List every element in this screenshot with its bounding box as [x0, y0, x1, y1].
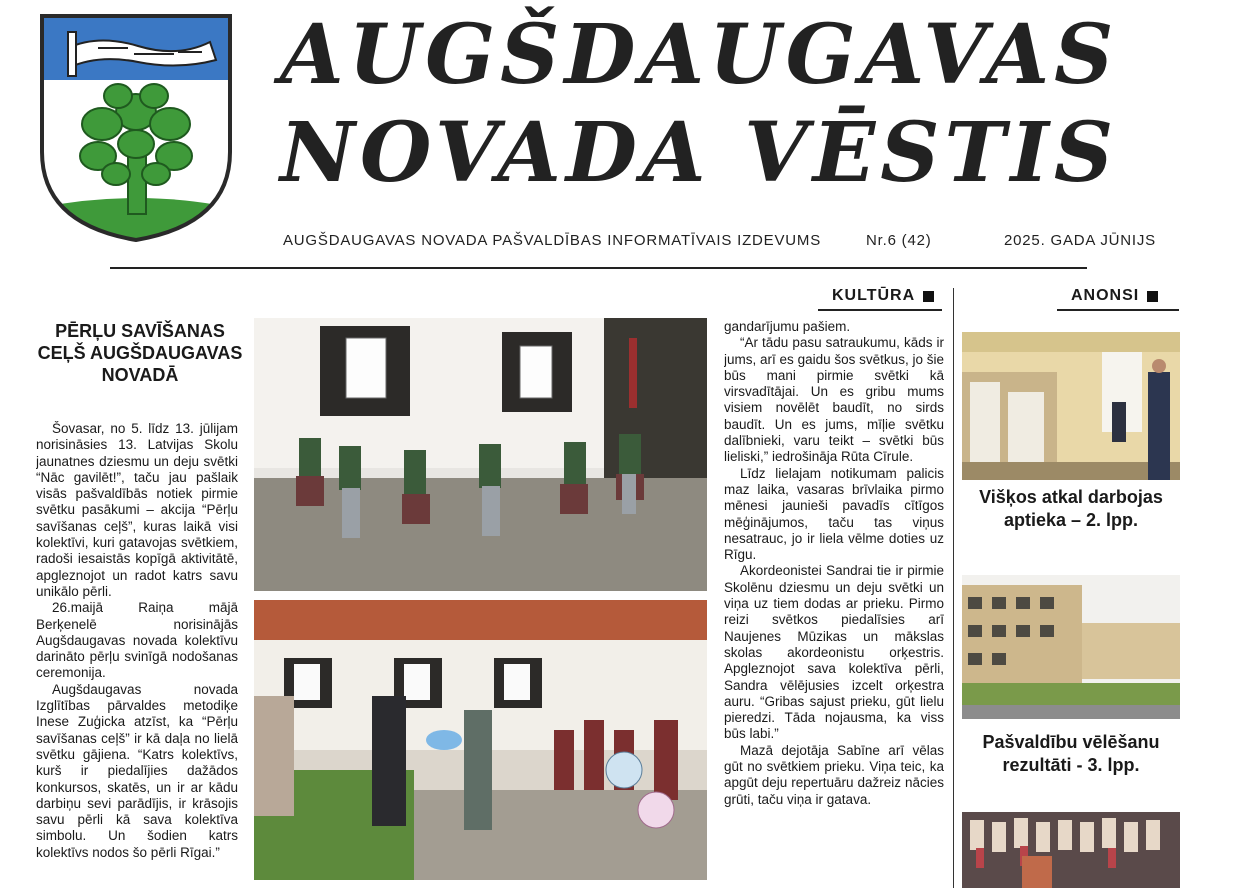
article-column-middle [724, 319, 944, 888]
article-column-left [36, 421, 238, 888]
publication-subtitle: AUGŠDAUGAVAS NOVADA PAŠVALDĪBAS INFORMATĪVAIS IZDEVUMS [283, 232, 822, 249]
article-paragraph: Mazā dejotāja Sabīne arī vēlas gūt no svētkiem prieku. Viņa teic, ka apgūt deju repertuāru dažreiz nācies grūti, taču viņa ir gatava. [724, 742, 944, 807]
section-label-culture: KULTŪRA [832, 287, 916, 304]
section-tag-announcements [1057, 285, 1179, 311]
square-bullet-icon [1147, 291, 1158, 302]
masthead-divider [110, 267, 1087, 269]
photo-dancers-courtyard [254, 318, 707, 591]
teaser-headline-elections[interactable]: Pašvaldību vēlēšanu rezultāti - 3. lpp. [982, 732, 1160, 775]
article-paragraph: 26.maijā Raiņa mājā Berķenelē norisinājās Augšdaugavas novada kolektīvu darināto pērļu svinīgā nodošanas ceremonija. [36, 600, 238, 681]
article-paragraph: Akordeonistei Sandrai tie ir pirmie Skolēnu dziesmu un deju svētki un viņa uz tiem dodas ar prieku. Pirmo reizi svētkos piedalīsies arī Naujenes Mūzikas un mākslas skolas akordeonistu orķestris. Apgleznojot sava kolektīva pērli, Sandra vēlējusies izcelt orķestra auru. “Gribas sajust prieku, gūt lielu pieredzi. Tāda nojausma, ka viss būs labi.” [724, 563, 944, 742]
photo-pharmacy [962, 332, 1180, 480]
newspaper-title [280, 6, 1180, 202]
article-paragraph: gandarījumu pašiem. [724, 319, 851, 334]
title-line-1: AUGŠDAUGAVAS [280, 7, 1119, 103]
square-bullet-icon [923, 291, 934, 302]
section-label-announcements: ANONSI [1071, 287, 1140, 304]
section-tag-culture [818, 285, 942, 311]
title-line-2: NOVADA VĒSTIS [280, 105, 1119, 201]
article-paragraph: Šovasar, no 5. līdz 13. jūlijam norisināsies 13. Latvijas Skolu jaunatnes dziesmu un deju svētki “Nāc gavilēt!”, taču jau pašlaik visās pašvaldībās notiek pirmie svētku pasākumi – akcija “Pērļu savīšanas ceļš”, kuras laikā visi kolektīvi, kuri gatavojas svētkiem, radoši iesaistās kopīgā aktivitātē, apgleznojot un radot katrs savu unikālo pērli. [36, 421, 238, 599]
article-paragraph: “Ar tādu pasu satraukumu, kāds ir jums, arī es gaidu šos svētkus, jo šie būs mani pirmie svētki kā virsvadītājai. Un es gribu mums visiem novēlēt baudīt, no sirds baudīt. Un es jums, mīļie svētku dalībnieki, varu teikt – svētki būs lieliski,” iedrošināja Rūta Cīrule. [724, 335, 944, 465]
issue-date: 2025. GADA JŪNIJS [1004, 232, 1156, 249]
photo-pearl-ceremony [254, 600, 707, 880]
teaser-headline-pharmacy[interactable]: Višķos atkal darbojas aptieka – 2. lpp. [979, 487, 1163, 530]
issue-number: Nr.6 (42) [866, 232, 932, 249]
column-divider [953, 288, 954, 888]
lead-headline: PĒRĻU SAVĪŠANAS CEĻŠ AUGŠDAUGAVAS NOVADĀ [37, 321, 243, 385]
photo-crafts-exhibition [962, 812, 1180, 888]
article-paragraph: Augšdaugavas novada Izglītības pārvaldes metodiķe Inese Zuģicka atzīst, ka “Pērļu savīšanas ceļš” ir kā daļa no lielā svētku gājiena. “Katrs kolektīvs, kurš ir piedalījies dažādos konkursos, skatēs, un ir ar kādu darbiņu sevi parādījis, ir krāsojis savu pērli kā sava kolektīva simbolu. Un šodien katrs kolektīvs nodos šo pērli Rīgai.” [36, 681, 238, 860]
article-paragraph: Līdz lielajam notikumam palicis maz laika, vasaras brīvlaika pirmo mēnesi jaunieši pavadīs cītīgos mēģinājumos, taču tas viņus nesatrauc, jo ir liela vēlme doties uz Rīgu. [724, 465, 944, 563]
coat-of-arms-oak-tree-icon [38, 12, 234, 244]
photo-municipal-building [962, 575, 1180, 719]
